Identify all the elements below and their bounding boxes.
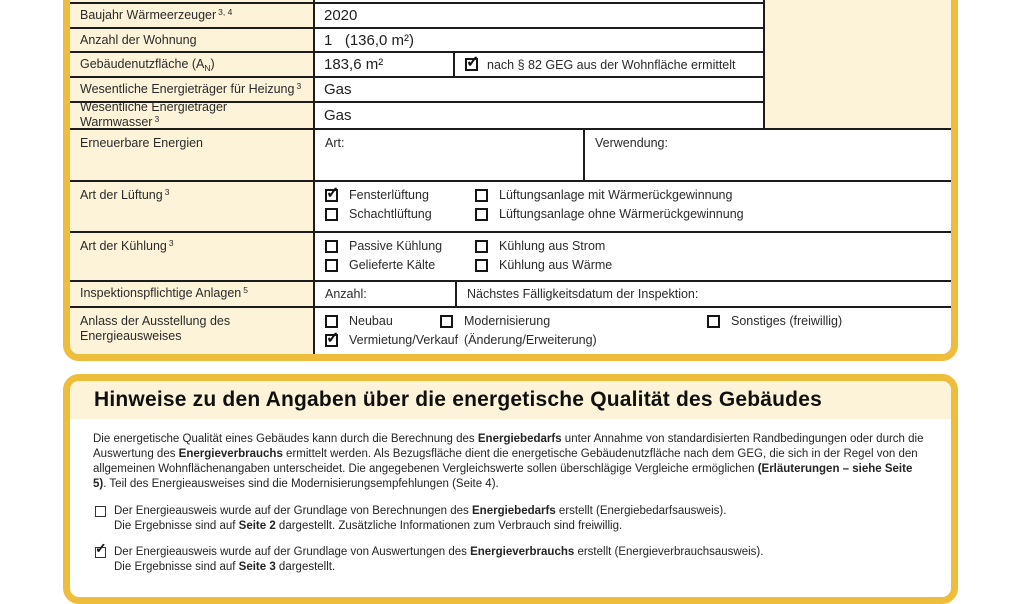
inspektion-label: Inspektionspflichtige Anlagen $^5$ (70, 282, 315, 306)
nutzflaeche-checkbox-cell: ✓ nach § 82 GEG aus der Wohnfläche ermittelt (455, 53, 765, 76)
checkbox-passive-kuehlung (325, 240, 338, 253)
hinweise-item-text: Der Energieausweis wurde auf der Grundlage von Berechnungen des Energiebedarfs erstellt (Energiebedarfsausweis). Die Ergebnisse sind auf Seite 2 dargestellt. Zusätzliche Informationen zum Verbrauch sind freiwillig. (114, 505, 727, 532)
erneuerbare-art-field: Art: (315, 130, 585, 180)
anlass-label: Anlass der Ausstellung des Energieausweises (70, 308, 315, 354)
checkbox-neubau (325, 315, 338, 328)
hinweise-body (70, 419, 951, 575)
option-neubau: Neubau (325, 314, 440, 328)
option-modernisierung: Modernisierung (440, 314, 707, 328)
checkbox-schachtlueftung (325, 208, 338, 221)
row-art-der-lueftung (70, 180, 951, 231)
modernisierung-label-line2: (Änderung/Erweiterung) (464, 333, 597, 347)
checkbox-vermietung-verkauf (325, 334, 338, 347)
erneuerbare-verwendung-field: Verwendung: (595, 136, 668, 150)
kuehlung-options (315, 233, 951, 280)
hinweise-item-energieverbrauch (93, 545, 927, 575)
anzahl-wohnung-label: Anzahl der Wohnung (70, 29, 315, 51)
anzahl-wohnung-value: 1 (136,0 m²) (315, 29, 765, 51)
footnote-marker: 5 (243, 285, 248, 295)
hinweise-paragraph: Die energetische Qualität eines Gebäudes kann durch die Berechnung des Energiebedarfs unter Annahme von standardisierten Randbedingungen oder durch die Auswertung des Energieverbrauchs ermittelt werden. Als Bezugsfläche dient die energetische Gebäudenutzfläche nach dem GEG, die sich in der Regel von den allgemeinen Wohnflächenangaben unterscheidet. Die angegebenen Vergleichswerte sollen überschlägige Vergleiche ermöglichen (Erläuterungen – siehe Seite 5). Teil des Energieausweises sind die Modernisierungsempfehlungen (Seite 4). (93, 433, 924, 490)
kuehlung-label: Art der Kühlung $^3$ (70, 233, 315, 280)
footnote-marker: 3 (164, 187, 170, 197)
checkbox-energiebedarfsausweis (95, 506, 106, 517)
footnote-marker: 3, 4 (218, 6, 233, 17)
heizung-label: Wesentliche Energieträger für Heizung $^3$ (70, 78, 315, 101)
heizung-value: Gas (315, 78, 765, 101)
option-vermietung-verkauf: ✓ Vermietung/Verkauf (325, 333, 440, 347)
checkbox-modernisierung (440, 315, 453, 328)
row-erneuerbare-energien (70, 128, 951, 180)
row-art-der-kuehlung (70, 231, 951, 280)
option-gelieferte-kaelte: Gelieferte Kälte (325, 258, 475, 272)
row-anlass-der-ausstellung (70, 306, 951, 354)
nutzflaeche-label: Gebäudenutzfläche $(A_N)$ (70, 53, 315, 76)
checkbox-energieverbrauchsausweis (95, 547, 106, 558)
row-inspektionspflichtige-anlagen (70, 280, 951, 306)
checkbox-fensterlueftung (325, 189, 338, 202)
checkbox-lueftungsanlage-mit-wrg (475, 189, 488, 202)
hinweise-section (63, 374, 958, 604)
option-lueftungsanlage-ohne-wrg: Lüftungsanlage ohne Wärmerückgewinnung (475, 207, 744, 221)
lueftung-label: Art der Lüftung $^3$ (70, 182, 315, 231)
anlass-options (315, 308, 951, 354)
baujahr-value: 2020 (315, 4, 765, 27)
checkbox-sonstiges (707, 315, 720, 328)
checkbox-wohnflaeche-ermittelt (465, 58, 478, 71)
lueftung-options (315, 182, 951, 231)
erneuerbare-label: Erneuerbare Energien (70, 130, 315, 180)
footnote-marker: 3 (154, 114, 160, 124)
footnote-marker: 3 (168, 238, 174, 248)
option-lueftungsanlage-mit-wrg: Lüftungsanlage mit Wärmerückgewinnung (475, 188, 732, 202)
checkbox-kuehlung-aus-strom (475, 240, 488, 253)
checkbox-kuehlung-aus-waerme (475, 259, 488, 272)
option-kuehlung-aus-waerme: Kühlung aus Wärme (475, 258, 612, 272)
option-kuehlung-aus-strom: Kühlung aus Strom (475, 239, 605, 253)
option-schachtlueftung: Schachtlüftung (325, 207, 475, 221)
warmwasser-value: Gas (315, 103, 765, 128)
building-data-form (63, 0, 958, 361)
nutzflaeche-value: 183,6 m² (315, 53, 455, 76)
baujahr-label: Baujahr Wärmeerzeuger $^{3, 4}$ (70, 4, 315, 27)
option-sonstiges: Sonstiges (freiwillig) (707, 314, 842, 328)
option-passive-kuehlung: Passive Kühlung (325, 239, 475, 253)
hinweise-item-text: Der Energieausweis wurde auf der Grundlage von Auswertungen des Energieverbrauchs erstellt (Energieverbrauchsausweis). Die Ergebnisse sind auf Seite 3 dargestellt. (114, 546, 764, 573)
inspektion-faelligkeitsdatum-field: Nächstes Fälligkeitsdatum der Inspektion: (467, 287, 699, 301)
hinweise-title: Hinweise zu den Angaben über die energetische Qualität des Gebäudes (70, 381, 951, 419)
hinweise-item-energiebedarf (93, 504, 927, 534)
warmwasser-label: Wesentliche Energieträger Warmwasser $^3$ (70, 103, 315, 128)
form-filler-area (765, 0, 951, 130)
checkbox-gelieferte-kaelte (325, 259, 338, 272)
checkbox-lueftungsanlage-ohne-wrg (475, 208, 488, 221)
option-fensterlueftung: ✓ Fensterlüftung (325, 188, 475, 202)
inspektion-anzahl-field: Anzahl: (315, 282, 457, 306)
footnote-marker: 3 (296, 80, 302, 91)
